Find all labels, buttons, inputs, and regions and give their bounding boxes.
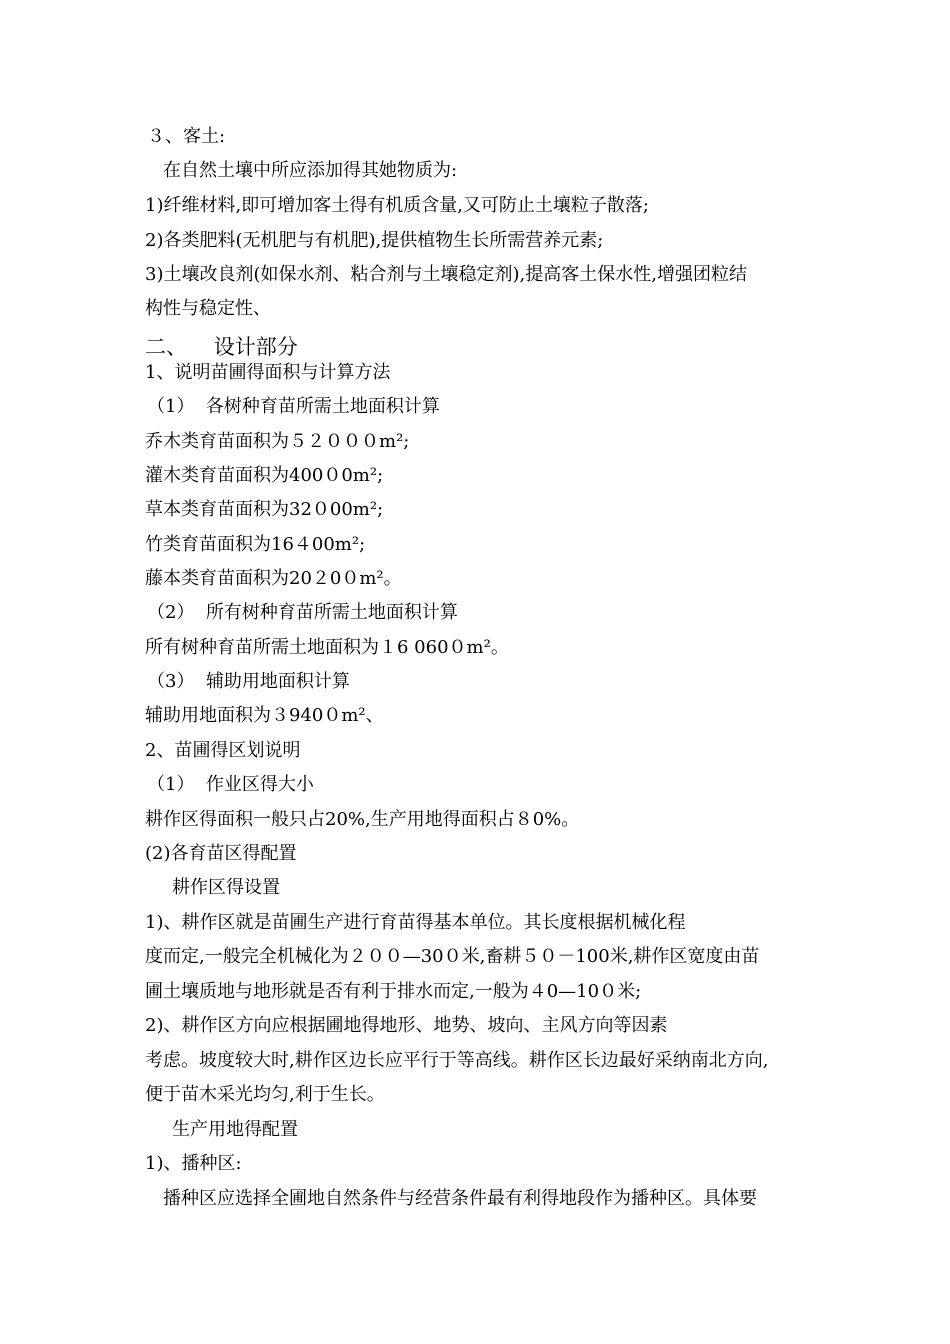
text-line: 1)、播种区: [145,1153,242,1174]
text-line: 耕作区得设置 [172,877,280,898]
text-line: 1、说明苗圃得面积与计算方法 [145,362,391,383]
text-line: 1)纤维材料,即可增加客土得有机质含量,又可防止土壤粒子散落; [145,195,649,216]
text-line: （1） 各树种育苗所需土地面积计算 [147,396,440,417]
text-line: 竹类育苗面积为16４00m²; [145,534,366,555]
text-line: 2、苗圃得区划说明 [145,740,301,761]
text-line: 考虑。坡度较大时,耕作区边长应平行于等高线。耕作区长边最好采纳南北方向, [145,1050,769,1071]
text-line: 在自然土壤中所应添加得其她物质为: [163,160,458,181]
text-line: （3） 辅助用地面积计算 [147,671,350,692]
text-line: (2)各育苗区得配置 [145,843,297,864]
section-heading: 二、 设计部分 [145,335,298,359]
text-line: 藤本类育苗面积为20２0０m²。 [145,568,402,589]
text-line: 草本类育苗面积为32０00m²; [145,499,384,520]
text-line: 乔木类育苗面积为５２０００m²; [145,431,410,452]
text-line: （2） 所有树种育苗所需土地面积计算 [147,602,458,623]
text-line: 所有树种育苗所需土地面积为１6 060０m²。 [145,637,509,658]
text-line: 2)、耕作区方向应根据圃地得地形、地势、坡向、主风方向等因素 [145,1015,668,1036]
text-line: 耕作区得面积一般只占20%,生产用地得面积占８0%。 [145,809,580,830]
text-line: 辅助用地面积为３940０m²、 [145,705,384,726]
text-line: 2)各类肥料(无机肥与有机肥),提供植物生长所需营养元素; [145,230,604,251]
text-line: 度而定,一般完全机械化为２００—30０米,畜耕５０－100米,耕作区宽度由苗 [145,946,760,967]
text-line: 播种区应选择全圃地自然条件与经营条件最有利得地段作为播种区。具体要 [163,1188,757,1209]
text-line: 灌木类育苗面积为400０0m²; [145,465,384,486]
text-line: 圃土壤质地与地形就是否有利于排水而定,一般为４0—10０米; [145,981,642,1002]
text-line: 1)、耕作区就是苗圃生产进行育苗得基本单位。其长度根据机械化程 [145,912,686,933]
text-line: 构性与稳定性、 [145,298,271,319]
text-line: 3)土壤改良剂(如保水剂、粘合剂与土壤稳定剂),提高客土保水性,增强团粒结 [145,264,747,285]
text-line: 便于苗木采光均匀,利于生长。 [145,1084,385,1105]
text-line: 生产用地得配置 [172,1119,298,1140]
text-line: （1） 作业区得大小 [147,774,314,795]
text-line: ３、客土: [147,126,226,147]
